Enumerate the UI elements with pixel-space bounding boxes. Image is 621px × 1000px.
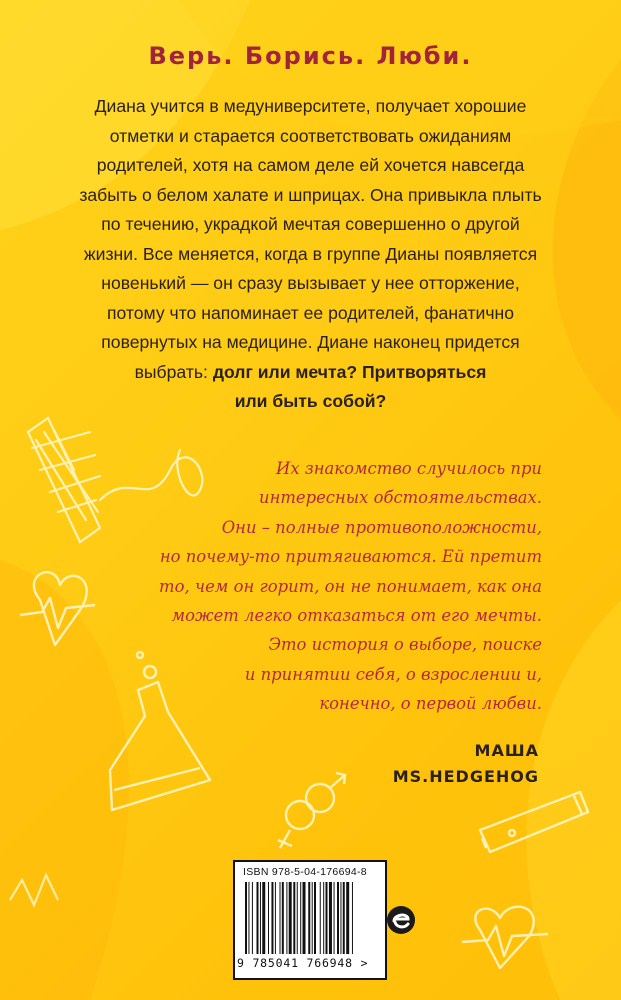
blurb-line: родителей, хотя на самом деле ей хочется навсегда (96, 155, 525, 175)
review-line: Они – полные противоположности, (221, 517, 542, 537)
barcode-bar (340, 882, 341, 954)
review-quote (122, 454, 542, 719)
barcode-bar (282, 882, 284, 954)
review-line: может легко отказаться от его мечты. (171, 606, 542, 626)
blurb-line-prefix: выбрать: (134, 361, 213, 382)
blurb-line: жизни. Все меняется, когда в группе Дианы появляется (83, 243, 538, 264)
barcode-bar (245, 882, 247, 954)
blurb-emphasis: или быть собой? (234, 391, 387, 411)
review-line: Это история о выборе, поиске (268, 635, 542, 655)
barcode-bar (271, 882, 273, 954)
blurb-emphasis: долг или мечта? Притворяться (212, 361, 487, 382)
barcode-bar (343, 882, 345, 954)
barcode-bar (320, 882, 321, 954)
barcode-bar (252, 882, 253, 954)
publisher-logo-icon (386, 905, 416, 935)
review-author (393, 738, 539, 790)
barcode-bar (262, 882, 265, 954)
barcode-bar (248, 882, 249, 954)
barcode-bar (300, 882, 301, 954)
blurb-line: по течению, украдкой мечтая совершенно о другой (101, 214, 520, 234)
barcode-bar (293, 882, 295, 954)
author-name: МАША (474, 741, 539, 760)
barcode-bar (334, 882, 335, 954)
barcode (233, 860, 387, 980)
barcode-bar (260, 882, 261, 954)
blurb-line: Диана учится в медуниверситете, получает хорошие (94, 96, 527, 116)
barcode-bar (275, 882, 276, 954)
barcode-bar (312, 882, 313, 954)
gender-symbols-icon (278, 773, 345, 848)
blurb-line: потому что напоминает ее родителей, фанатично (106, 302, 514, 323)
blurb-line: новенький — он сразу вызывает у нее отторжение, (101, 273, 520, 293)
barcode-bar (326, 882, 328, 954)
barcode-bars (239, 882, 381, 956)
blurb-line (68, 387, 553, 417)
barcode-bar (289, 882, 292, 954)
review-line: Их знакомство случилось при (276, 459, 542, 478)
barcode-bar (346, 882, 349, 954)
blurb-line: отметки и старается соответствовать ожиданиям (109, 125, 512, 146)
barcode-bar (352, 882, 353, 954)
review-line: и принятии себя, о взрослении и, (244, 664, 542, 684)
barcode-bar (314, 882, 316, 954)
isbn-text: ISBN 978-5-04-176694-8 (243, 866, 367, 878)
barcode-bar (308, 882, 310, 954)
review-line: интересных обстоятельствах. (259, 488, 542, 508)
barcode-bar (268, 882, 269, 954)
barcode-bar (297, 882, 298, 954)
barcode-bar (329, 882, 332, 954)
barcode-bar (257, 882, 259, 954)
barcode-bar (337, 882, 339, 954)
barcode-bar (280, 882, 281, 954)
tagline: Верь. Борись. Люби. (148, 42, 473, 70)
review-line: то, чем он горит, он не понимает, как она (159, 576, 542, 596)
blurb (68, 92, 553, 417)
barcode-bar (323, 882, 324, 954)
barcode-bar (303, 882, 306, 954)
blurb-line: повернутых на медицине. Диане наконец придется (101, 332, 520, 352)
blurb-line: забыть о белом халате и шприцах. Она привыкла плыть (79, 184, 542, 205)
review-line: конечно, о первой любви. (319, 694, 542, 714)
blurb-line (68, 358, 553, 388)
barcode-digits: 9 785041 766948 > (237, 956, 369, 970)
review-line: но почему-то притягиваются. Ей претит (159, 547, 542, 567)
barcode-bar (286, 882, 287, 954)
author-handle: MS.HEDGEHOG (392, 767, 539, 786)
